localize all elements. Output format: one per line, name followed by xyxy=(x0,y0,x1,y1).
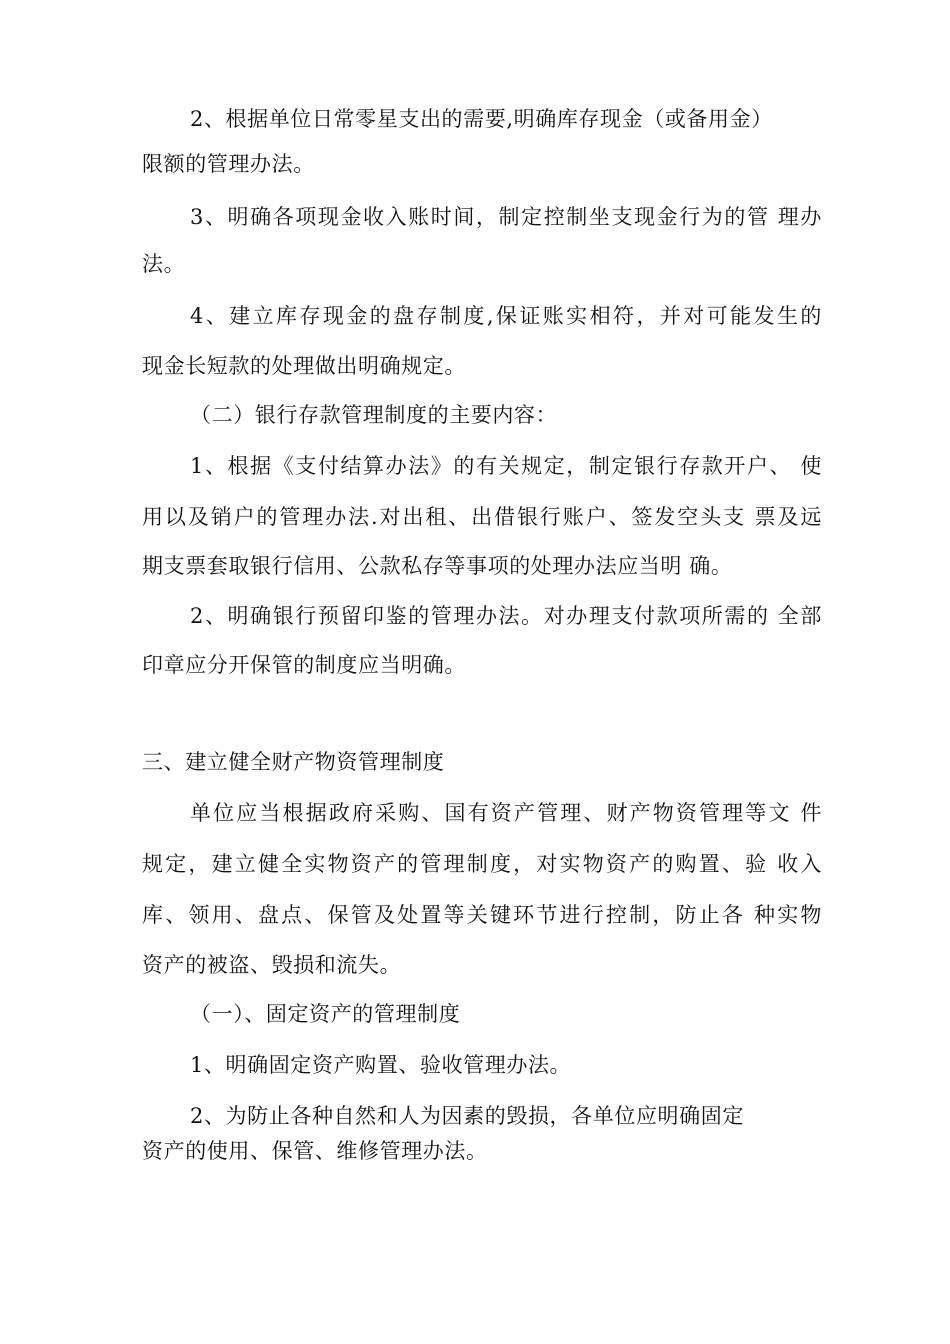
text-line: 2、为防止各种自然和人为因素的毁损，各单位应明确固定 xyxy=(190,1104,744,1128)
text-line: 1、根据《支付结算办法》的有关规定，制定银行存款开户、 使 xyxy=(190,454,822,478)
text-line: 4、建立库存现金的盘存制度,保证账实相符，并对可能发生的 xyxy=(190,304,822,328)
text-line: 限额的管理办法。 xyxy=(142,152,315,176)
text-line: 期支票套取银行信用、公款私存等事项的处理办法应当明 确。 xyxy=(142,554,733,578)
text-line: 资产的被盗、毁损和流失。 xyxy=(142,953,402,977)
text-line: 1、明确固定资产购置、验收管理办法。 xyxy=(190,1053,572,1077)
text-line: 资产的使用、保管、维修管理办法。 xyxy=(142,1139,488,1163)
text-line: 2、根据单位日常零星支出的需要,明确库存现金（或备用金） xyxy=(190,107,773,131)
text-line: 单位应当根据政府采购、国有资产管理、财产物资管理等文 件 xyxy=(190,801,822,825)
text-line: 现金长短款的处理做出明确规定。 xyxy=(142,354,466,378)
text-line: 2、明确银行预留印鉴的管理办法。对办理支付款项所需的 全部 xyxy=(190,604,822,628)
section-heading: （二）银行存款管理制度的主要内容： xyxy=(190,403,558,427)
text-line: 库、领用、盘点、保管及处置等关键环节进行控制，防止各 种实物 xyxy=(142,903,822,927)
text-line: 法。 xyxy=(142,252,186,276)
text-line: 印章应分开保管的制度应当明确。 xyxy=(142,653,466,677)
text-line: 3、明确各项现金收入账时间，制定控制坐支现金行为的管 理办 xyxy=(190,205,822,229)
text-line: 规定，建立健全实物资产的管理制度，对实物资产的购置、验 收入 xyxy=(142,852,822,876)
chapter-heading: 三、建立健全财产物资管理制度 xyxy=(142,750,445,774)
section-heading: （一）、固定资产的管理制度 xyxy=(190,1002,461,1026)
text-line: 用以及销户的管理办法.对出租、出借银行账户、签发空头支 票及远 xyxy=(142,505,822,529)
